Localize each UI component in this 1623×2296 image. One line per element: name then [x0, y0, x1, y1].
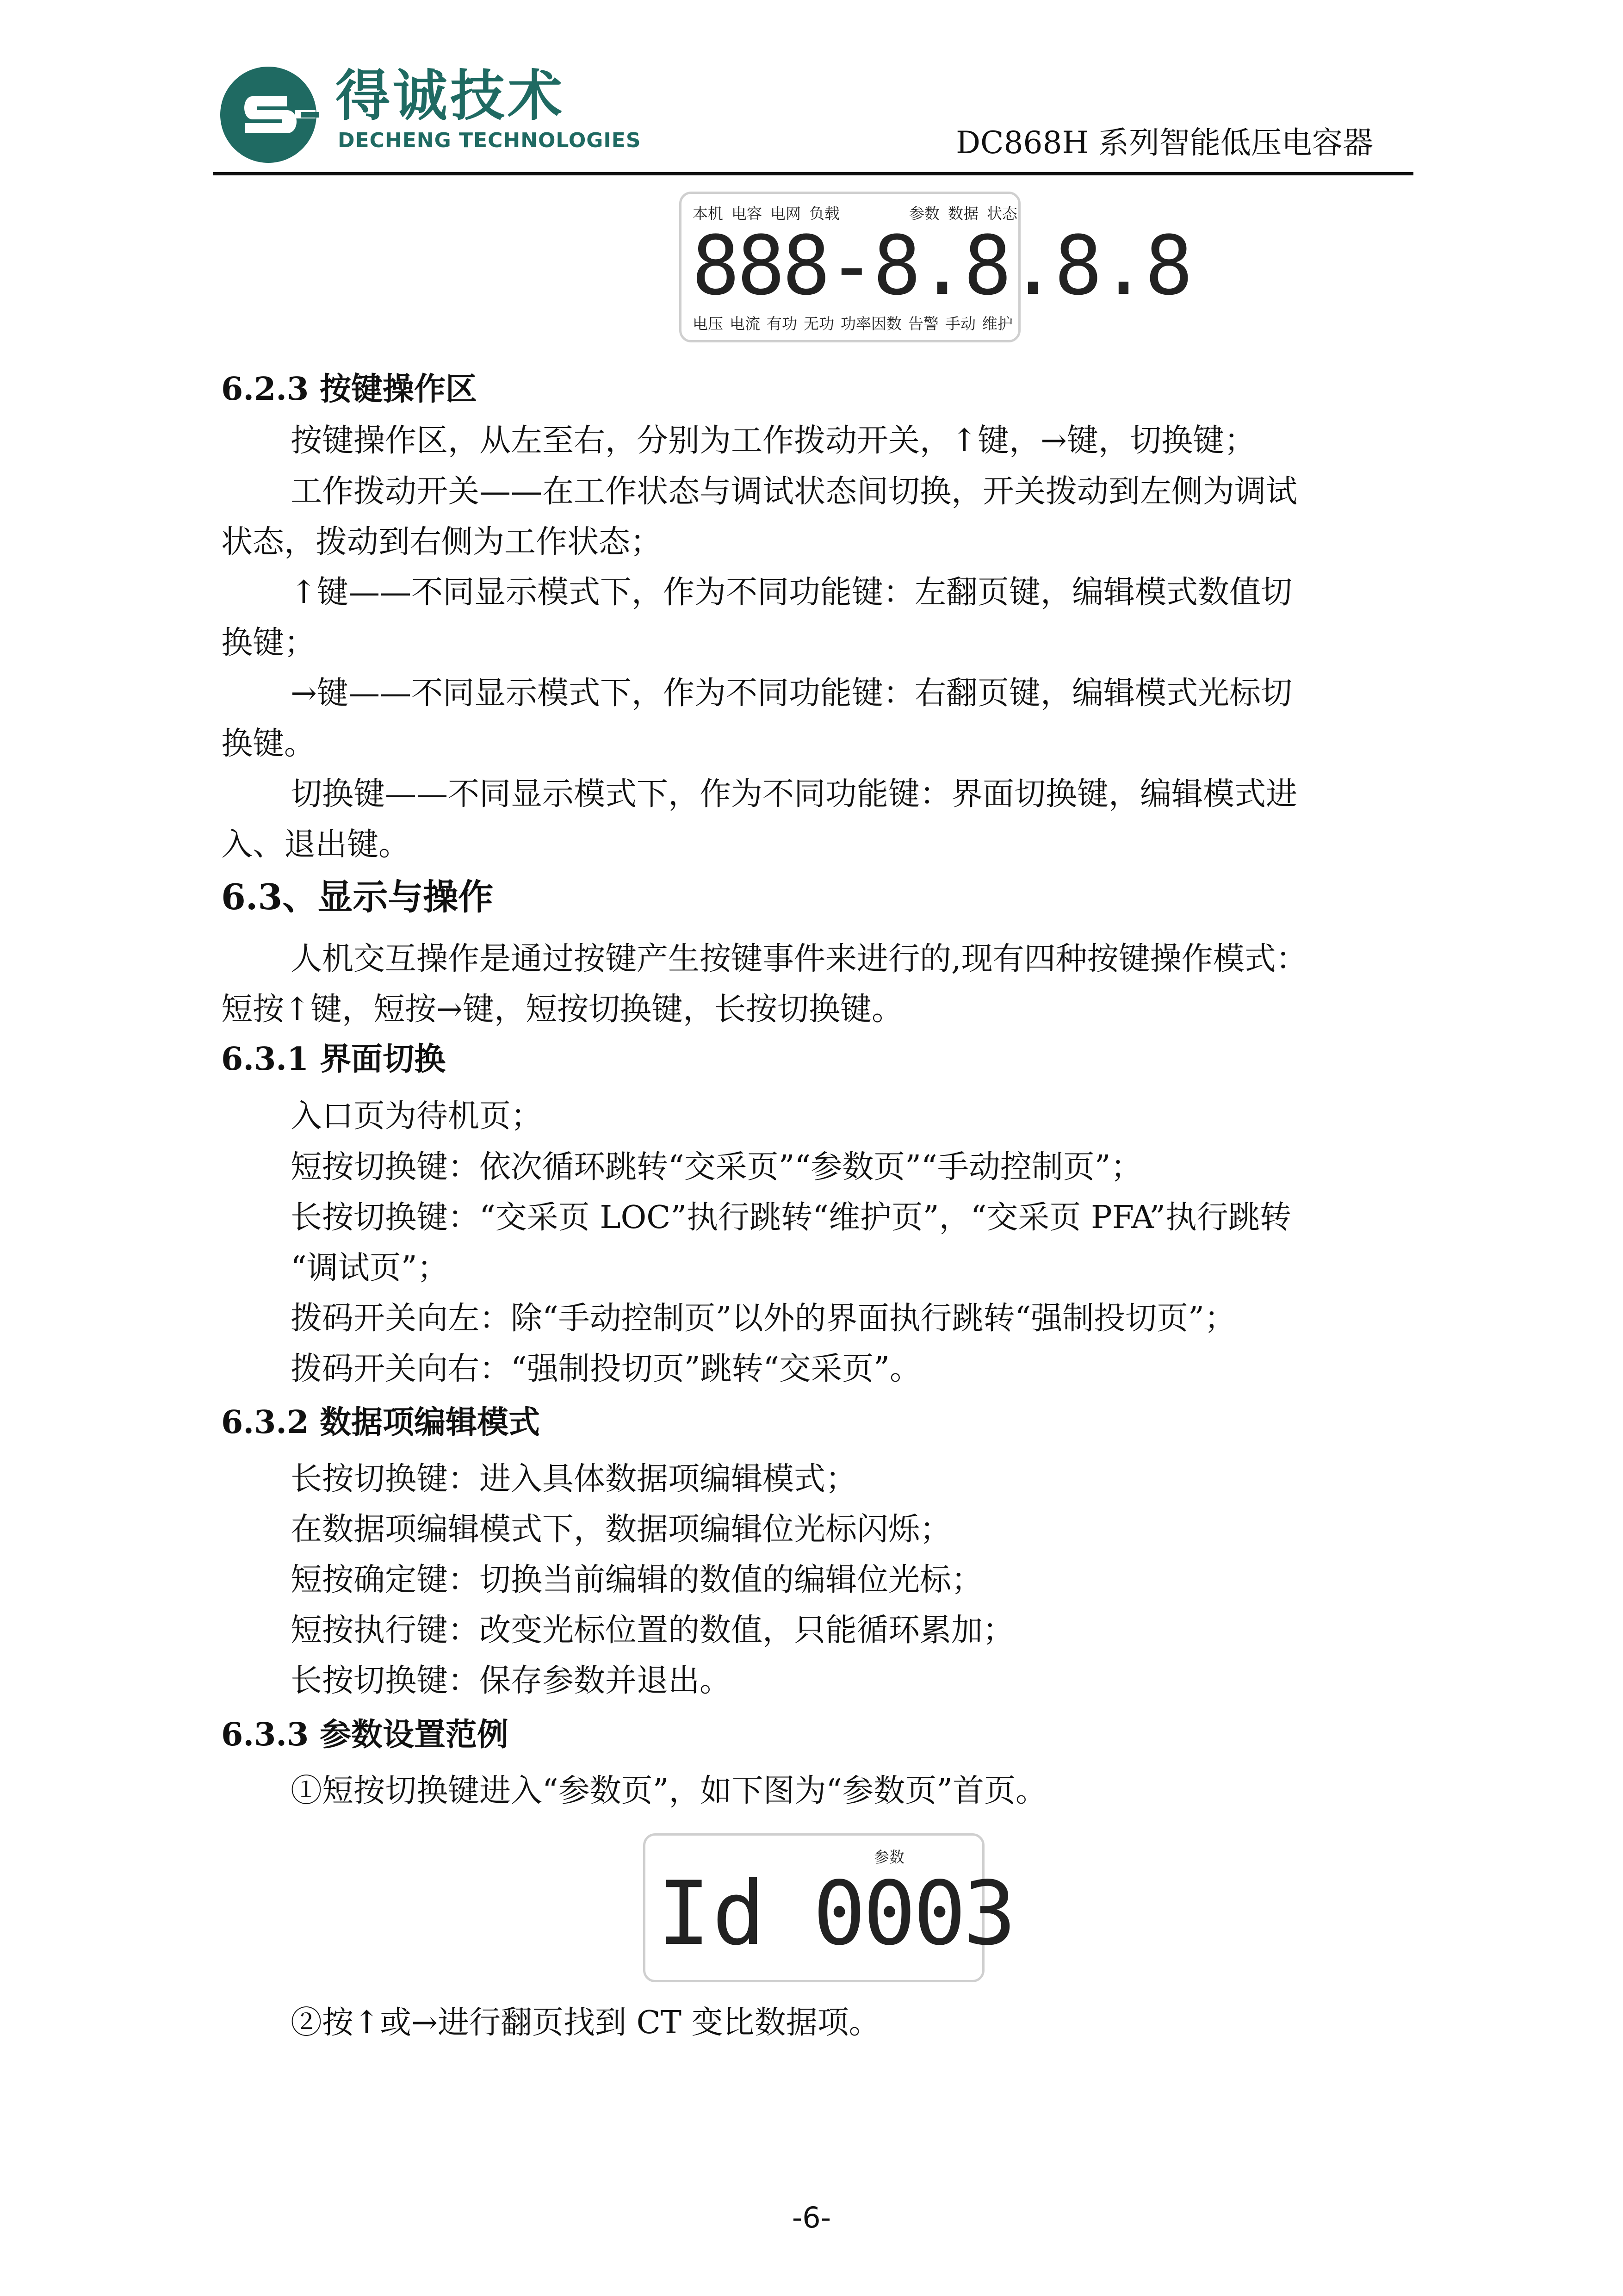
paragraph-line: 状态，拨动到右侧为工作状态；	[221, 524, 662, 560]
lcd-param-panel	[643, 1833, 1014, 1982]
paragraph-line: 短按执行键：改变光标位置的数值，只能循环累加；	[291, 1612, 1015, 1649]
lcd-param-value: 0003	[813, 1862, 1014, 1965]
paragraph-line: “调试页”；	[291, 1250, 449, 1286]
lcd-main-panel	[679, 192, 1190, 342]
lcd-label-dianwang: 电网	[770, 205, 801, 223]
paragraph-line: ↑键——不同显示模式下，作为不同功能键：左翻页键，编辑模式数值切	[291, 574, 1292, 611]
lcd-label-gaojing: 告警	[908, 315, 939, 333]
header-divider	[213, 172, 1413, 175]
paragraph-line: 拨码开关向右：“强制投切页”跳转“交采页”。	[291, 1351, 922, 1387]
paragraph-line: 入、退出键。	[221, 826, 410, 863]
paragraph-line: ①短按切换键进入“参数页”，如下图为“参数页”首页。	[291, 1773, 1047, 1809]
lcd-label-fuzai: 负载	[809, 205, 840, 223]
lcd-label-shoudong: 手动	[945, 315, 976, 333]
paragraph-line: 短按↑键，短按→键，短按切换键，长按切换键。	[221, 991, 903, 1028]
heading-6-3-3: 6.3.3 参数设置范例	[221, 1716, 508, 1753]
paragraph-line: 换键。	[221, 726, 316, 762]
paragraph-line: 长按切换键：进入具体数据项编辑模式；	[291, 1461, 857, 1497]
heading-6-3: 6.3、显示与操作	[221, 876, 494, 918]
lcd-label-yougong: 有功	[767, 315, 797, 333]
company-name-cn: 得诚技术	[335, 64, 565, 128]
paragraph-line: →键——不同显示模式下，作为不同功能键：右翻页键，编辑模式光标切	[291, 675, 1292, 712]
paragraph-line: 长按切换键：“交采页 LOC”执行跳转“维护页”，“交采页 PFA”执行跳转	[291, 1199, 1291, 1236]
lcd-label-dianya: 电压	[693, 315, 723, 333]
company-logo	[217, 64, 324, 166]
paragraph-line: 按键操作区，从左至右，分别为工作拨动开关，↑键，→键，切换键；	[291, 422, 1256, 459]
paragraph-line: 在数据项编辑模式下，数据项编辑位光标闪烁；	[291, 1511, 952, 1548]
paragraph-line: 入口页为待机页；	[291, 1098, 543, 1135]
paragraph-line: 换键；	[221, 625, 316, 661]
paragraph-line: 短按切换键：依次循环跳转“交采页”“参数页”“手动控制页”；	[291, 1149, 1142, 1185]
paragraph-line: 拨码开关向左：除“手动控制页”以外的界面执行跳转“强制投切页”；	[291, 1300, 1236, 1337]
paragraph-line: 短按确定键：切换当前编辑的数值的编辑位光标；	[291, 1562, 983, 1598]
paragraph-line: 切换键——不同显示模式下，作为不同功能键：界面切换键，编辑模式进	[291, 776, 1298, 813]
paragraph-line: ②按↑或→进行翻页找到 CT 变比数据项。	[291, 2004, 880, 2041]
lcd-label-zhuangtai: 状态	[987, 205, 1017, 223]
document-title: DC868H 系列智能低压电容器	[956, 125, 1373, 161]
heading-6-3-1: 6.3.1 界面切换	[221, 1041, 446, 1078]
page-number: -6-	[792, 2201, 831, 2234]
lcd-label-dianliu: 电流	[730, 315, 760, 333]
lcd-label-canshu: 参数	[874, 1848, 904, 1866]
lcd-label-canshu: 参数	[909, 205, 940, 223]
lcd-segment-display: 888-8.8.8.8	[692, 218, 1190, 313]
company-name-en: DECHENG TECHNOLOGIES	[338, 129, 641, 152]
lcd-label-dianrong: 电容	[731, 205, 762, 223]
lcd-label-benji: 本机	[693, 205, 723, 223]
lcd-label-gonglvyinshu: 功率因数	[841, 315, 902, 333]
lcd-param-id: Id	[657, 1862, 767, 1965]
lcd-label-wugong: 无功	[804, 315, 834, 333]
paragraph-line: 长按切换键：保存参数并退出。	[291, 1663, 731, 1699]
lcd-label-shuju: 数据	[948, 205, 979, 223]
heading-6-3-2: 6.3.2 数据项编辑模式	[221, 1404, 540, 1441]
paragraph-line: 人机交互操作是通过按键产生按键事件来进行的,现有四种按键操作模式：	[291, 941, 1307, 977]
paragraph-line: 工作拨动开关——在工作状态与调试状态间切换，开关拨动到左侧为调试	[291, 473, 1298, 510]
heading-6-2-3: 6.2.3 按键操作区	[221, 371, 477, 408]
lcd-label-weihu: 维护	[982, 315, 1013, 333]
